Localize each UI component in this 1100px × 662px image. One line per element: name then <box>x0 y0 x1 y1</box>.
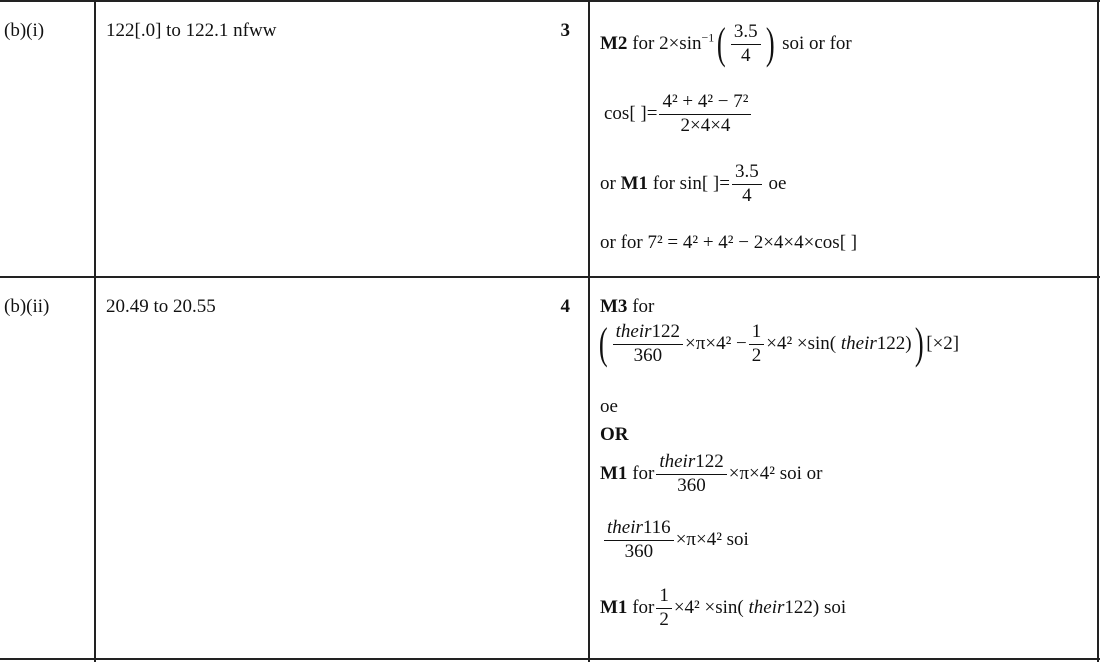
part-label: (b)(ii) <box>4 296 50 317</box>
table-right-border <box>1097 0 1099 662</box>
mark-code: M1 <box>620 172 649 194</box>
mark-code: M3 <box>600 296 628 317</box>
guidance-m3-label: M3 for <box>600 296 655 317</box>
guidance-m1-triangle-line: M1 for $\frac{1}{2}$ ×4² ×sin( their122) soi <box>600 585 847 630</box>
table-bottom-border <box>0 658 1100 660</box>
mark-code: M1 <box>600 462 628 484</box>
fraction: $\frac{\text{their122}}{360}$ <box>613 322 683 367</box>
guidance-cos-line: cos[ ]= $\frac{\text{4² + 4² − 7²}}{2\times 4\times 4}$ <box>604 92 753 137</box>
fraction: $\frac{\text{their122}}{360}$ <box>656 452 726 497</box>
answer-text: 122[.0] to 122.1 nfww <box>106 20 277 41</box>
guidance-or: OR <box>600 424 629 445</box>
fraction: $\frac{3.5}{4}$ <box>731 22 761 67</box>
guidance-m1-sector-line: M1 for $\frac{\text{their122}}{360}$ ×π×4² soi or <box>600 451 823 496</box>
marks-value: 3 <box>560 20 570 41</box>
guidance-cosine-rule-line: or for 7² = 4² + 4² − 2×4×4×cos[ ] <box>600 232 858 253</box>
column-divider-1 <box>94 0 96 662</box>
marks-value: 4 <box>560 296 570 317</box>
mark-code: M1 <box>600 596 628 618</box>
table-top-border <box>0 0 1100 2</box>
guidance-alt-sector-line: $\frac{\text{their116}}{360}$ ×π×4² soi <box>602 518 749 563</box>
fraction: $\frac{\text{4² + 4² − 7²}}{2\times 4\times 4}$ <box>659 92 751 137</box>
answer-text: 20.49 to 20.55 <box>106 296 216 317</box>
guidance-m2-line: M2 for $2\times\sin^{-1}$( $\frac{3.5}{4}$ ) soi or for <box>600 19 852 69</box>
part-label: (b)(i) <box>4 20 45 41</box>
fraction: $\frac{1}{2}$ <box>749 322 765 367</box>
guidance-m3-expression: ( $\frac{\text{their122}}{360}$ ×π×4² − $\frac{1}{2}$ ×4² ×sin( their122)) [×2] <box>598 319 960 369</box>
fraction: $\frac{\text{their116}}{360}$ <box>604 518 674 563</box>
fraction: $\frac{3.5}{4}$ <box>732 162 762 207</box>
fraction: $\frac{1}{2}$ <box>656 586 672 631</box>
guidance-m1-line: or M1 for sin[ ]= $\frac{3.5}{4}$ oe <box>600 161 787 206</box>
mark-code: M2 <box>600 32 628 54</box>
guidance-oe: oe <box>600 396 618 417</box>
row-divider <box>0 276 1100 278</box>
column-divider-2 <box>588 0 590 662</box>
